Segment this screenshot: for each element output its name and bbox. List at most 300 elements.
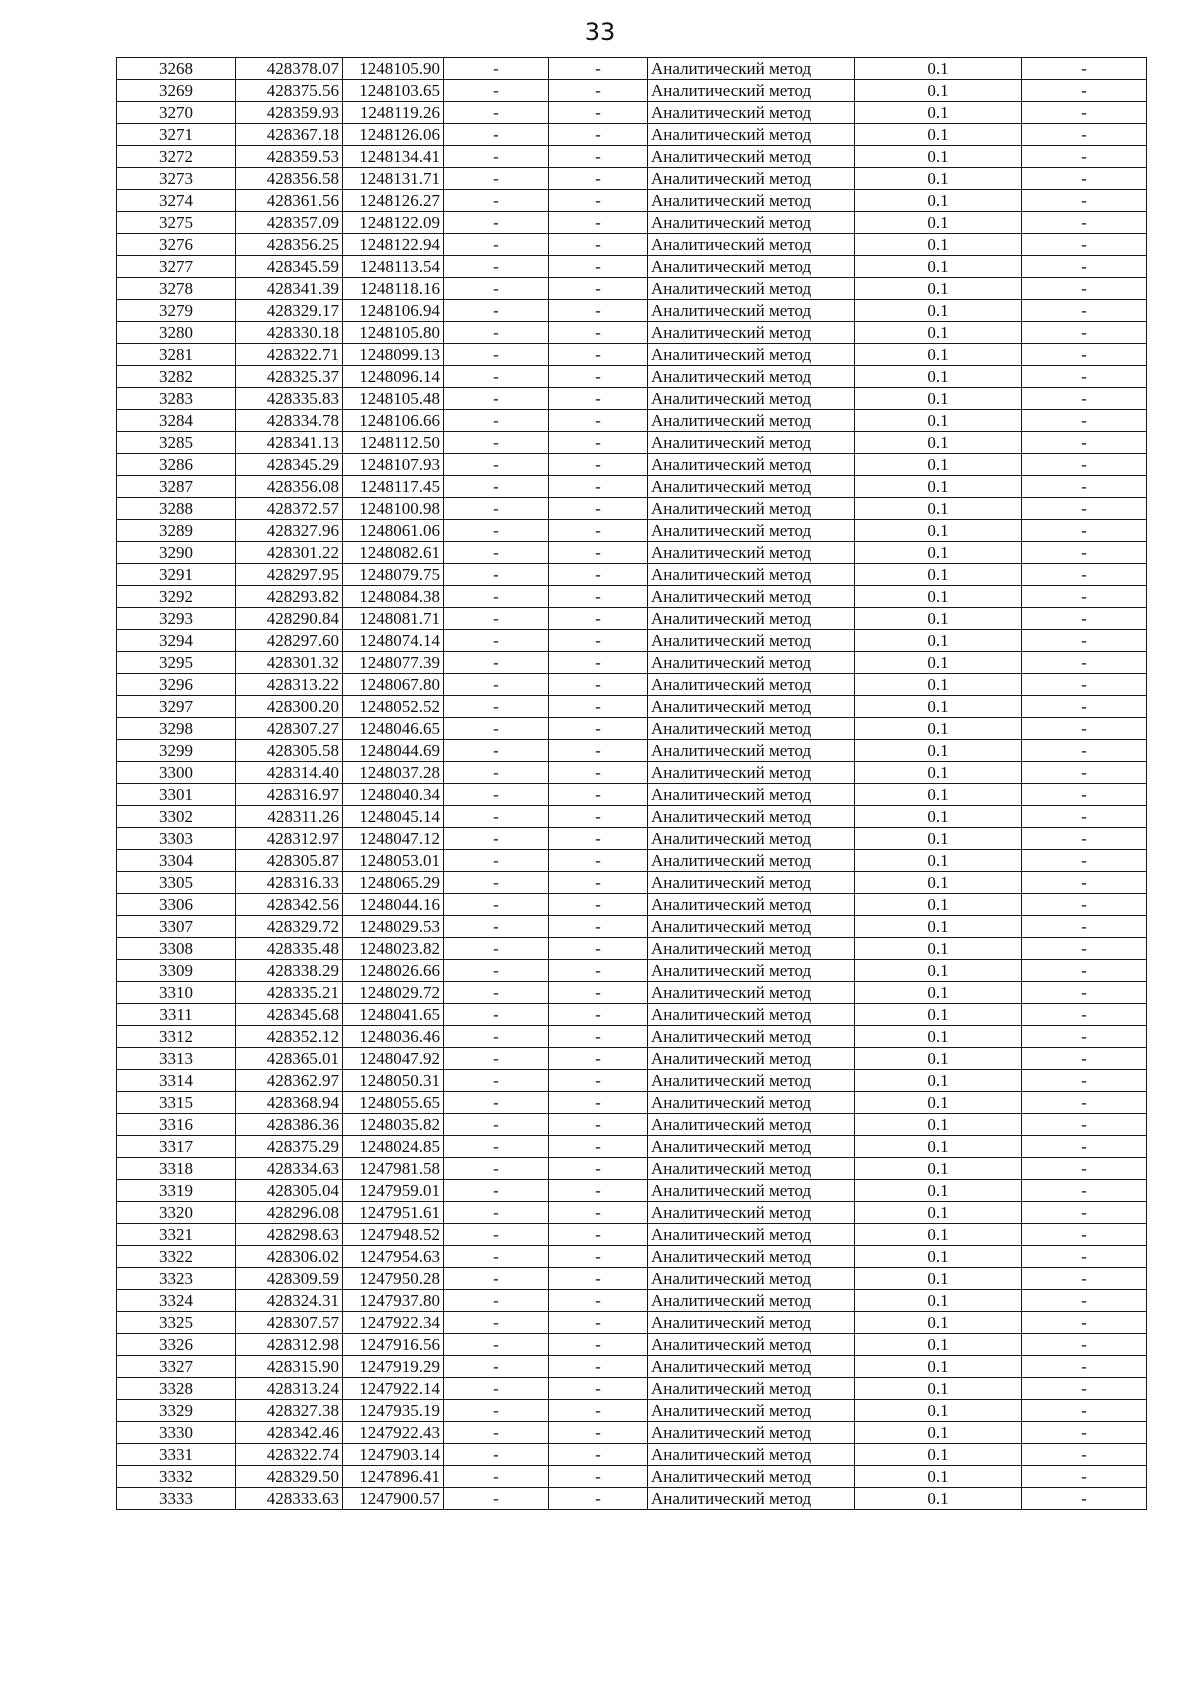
x-coordinate-cell: 428301.22 — [236, 542, 343, 564]
point-number-cell: 3276 — [117, 234, 236, 256]
dash-cell: - — [1022, 1268, 1147, 1290]
dash-cell: - — [549, 1070, 648, 1092]
y-coordinate-cell: 1248082.61 — [343, 542, 444, 564]
accuracy-cell: 0.1 — [855, 1136, 1022, 1158]
point-number-cell: 3269 — [117, 80, 236, 102]
accuracy-cell: 0.1 — [855, 1202, 1022, 1224]
x-coordinate-cell: 428334.63 — [236, 1158, 343, 1180]
y-coordinate-cell: 1247900.57 — [343, 1488, 444, 1510]
y-coordinate-cell: 1247951.61 — [343, 1202, 444, 1224]
dash-cell: - — [444, 102, 549, 124]
x-coordinate-cell: 428365.01 — [236, 1048, 343, 1070]
dash-cell: - — [549, 410, 648, 432]
y-coordinate-cell: 1248036.46 — [343, 1026, 444, 1048]
dash-cell: - — [1022, 498, 1147, 520]
dash-cell: - — [1022, 784, 1147, 806]
dash-cell: - — [444, 806, 549, 828]
dash-cell: - — [549, 1444, 648, 1466]
x-coordinate-cell: 428290.84 — [236, 608, 343, 630]
table-row — [117, 1400, 1147, 1422]
dash-cell: - — [549, 1092, 648, 1114]
table-row — [117, 454, 1147, 476]
accuracy-cell: 0.1 — [855, 696, 1022, 718]
method-cell: Аналитический метод — [648, 916, 855, 938]
accuracy-cell: 0.1 — [855, 1290, 1022, 1312]
dash-cell: - — [1022, 1026, 1147, 1048]
table-row — [117, 1136, 1147, 1158]
x-coordinate-cell: 428359.53 — [236, 146, 343, 168]
point-number-cell: 3286 — [117, 454, 236, 476]
accuracy-cell: 0.1 — [855, 1378, 1022, 1400]
dash-cell: - — [1022, 916, 1147, 938]
dash-cell: - — [1022, 674, 1147, 696]
x-coordinate-cell: 428356.25 — [236, 234, 343, 256]
method-cell: Аналитический метод — [648, 1224, 855, 1246]
y-coordinate-cell: 1248106.94 — [343, 300, 444, 322]
x-coordinate-cell: 428356.58 — [236, 168, 343, 190]
table-row — [117, 718, 1147, 740]
dash-cell: - — [549, 1356, 648, 1378]
table-row — [117, 388, 1147, 410]
x-coordinate-cell: 428325.37 — [236, 366, 343, 388]
point-number-cell: 3310 — [117, 982, 236, 1004]
point-number-cell: 3314 — [117, 1070, 236, 1092]
dash-cell: - — [444, 344, 549, 366]
dash-cell: - — [549, 1466, 648, 1488]
dash-cell: - — [1022, 630, 1147, 652]
dash-cell: - — [549, 608, 648, 630]
dash-cell: - — [444, 740, 549, 762]
dash-cell: - — [549, 1400, 648, 1422]
accuracy-cell: 0.1 — [855, 190, 1022, 212]
dash-cell: - — [1022, 520, 1147, 542]
accuracy-cell: 0.1 — [855, 564, 1022, 586]
y-coordinate-cell: 1248105.48 — [343, 388, 444, 410]
dash-cell: - — [444, 322, 549, 344]
accuracy-cell: 0.1 — [855, 1356, 1022, 1378]
x-coordinate-cell: 428352.12 — [236, 1026, 343, 1048]
dash-cell: - — [1022, 234, 1147, 256]
table-row — [117, 1070, 1147, 1092]
accuracy-cell: 0.1 — [855, 1246, 1022, 1268]
point-number-cell: 3301 — [117, 784, 236, 806]
x-coordinate-cell: 428335.83 — [236, 388, 343, 410]
method-cell: Аналитический метод — [648, 58, 855, 80]
dash-cell: - — [444, 1048, 549, 1070]
x-coordinate-cell: 428357.09 — [236, 212, 343, 234]
y-coordinate-cell: 1248047.92 — [343, 1048, 444, 1070]
table-row — [117, 278, 1147, 300]
accuracy-cell: 0.1 — [855, 938, 1022, 960]
method-cell: Аналитический метод — [648, 168, 855, 190]
method-cell: Аналитический метод — [648, 1158, 855, 1180]
point-number-cell: 3304 — [117, 850, 236, 872]
dash-cell: - — [444, 564, 549, 586]
y-coordinate-cell: 1248107.93 — [343, 454, 444, 476]
point-number-cell: 3302 — [117, 806, 236, 828]
y-coordinate-cell: 1248044.16 — [343, 894, 444, 916]
y-coordinate-cell: 1248052.52 — [343, 696, 444, 718]
coordinates-table-body — [117, 58, 1147, 1510]
y-coordinate-cell: 1248100.98 — [343, 498, 444, 520]
dash-cell: - — [1022, 652, 1147, 674]
accuracy-cell: 0.1 — [855, 1224, 1022, 1246]
table-row — [117, 80, 1147, 102]
accuracy-cell: 0.1 — [855, 586, 1022, 608]
table-row — [117, 124, 1147, 146]
dash-cell: - — [444, 410, 549, 432]
dash-cell: - — [444, 1356, 549, 1378]
x-coordinate-cell: 428330.18 — [236, 322, 343, 344]
dash-cell: - — [1022, 564, 1147, 586]
dash-cell: - — [444, 1180, 549, 1202]
point-number-cell: 3291 — [117, 564, 236, 586]
y-coordinate-cell: 1248023.82 — [343, 938, 444, 960]
dash-cell: - — [549, 124, 648, 146]
accuracy-cell: 0.1 — [855, 960, 1022, 982]
method-cell: Аналитический метод — [648, 718, 855, 740]
accuracy-cell: 0.1 — [855, 850, 1022, 872]
dash-cell: - — [1022, 762, 1147, 784]
method-cell: Аналитический метод — [648, 630, 855, 652]
dash-cell: - — [1022, 102, 1147, 124]
x-coordinate-cell: 428322.74 — [236, 1444, 343, 1466]
x-coordinate-cell: 428293.82 — [236, 586, 343, 608]
dash-cell: - — [1022, 1092, 1147, 1114]
point-number-cell: 3325 — [117, 1312, 236, 1334]
method-cell: Аналитический метод — [648, 652, 855, 674]
page-number: 33 — [584, 18, 616, 46]
dash-cell: - — [444, 1422, 549, 1444]
accuracy-cell: 0.1 — [855, 894, 1022, 916]
y-coordinate-cell: 1248050.31 — [343, 1070, 444, 1092]
dash-cell: - — [549, 278, 648, 300]
method-cell: Аналитический метод — [648, 982, 855, 1004]
table-row — [117, 630, 1147, 652]
y-coordinate-cell: 1248112.50 — [343, 432, 444, 454]
point-number-cell: 3303 — [117, 828, 236, 850]
y-coordinate-cell: 1248118.16 — [343, 278, 444, 300]
point-number-cell: 3329 — [117, 1400, 236, 1422]
y-coordinate-cell: 1248117.45 — [343, 476, 444, 498]
dash-cell: - — [444, 1444, 549, 1466]
dash-cell: - — [444, 234, 549, 256]
method-cell: Аналитический метод — [648, 256, 855, 278]
y-coordinate-cell: 1248040.34 — [343, 784, 444, 806]
method-cell: Аналитический метод — [648, 762, 855, 784]
method-cell: Аналитический метод — [648, 432, 855, 454]
y-coordinate-cell: 1248077.39 — [343, 652, 444, 674]
dash-cell: - — [549, 1268, 648, 1290]
dash-cell: - — [444, 828, 549, 850]
dash-cell: - — [1022, 1466, 1147, 1488]
point-number-cell: 3294 — [117, 630, 236, 652]
dash-cell: - — [1022, 850, 1147, 872]
dash-cell: - — [444, 256, 549, 278]
y-coordinate-cell: 1248053.01 — [343, 850, 444, 872]
method-cell: Аналитический метод — [648, 872, 855, 894]
point-number-cell: 3318 — [117, 1158, 236, 1180]
point-number-cell: 3326 — [117, 1334, 236, 1356]
method-cell: Аналитический метод — [648, 1356, 855, 1378]
accuracy-cell: 0.1 — [855, 1048, 1022, 1070]
method-cell: Аналитический метод — [648, 850, 855, 872]
y-coordinate-cell: 1248084.38 — [343, 586, 444, 608]
accuracy-cell: 0.1 — [855, 1268, 1022, 1290]
table-row — [117, 564, 1147, 586]
dash-cell: - — [549, 1488, 648, 1510]
table-row — [117, 1312, 1147, 1334]
y-coordinate-cell: 1248044.69 — [343, 740, 444, 762]
table-row — [117, 1356, 1147, 1378]
point-number-cell: 3278 — [117, 278, 236, 300]
x-coordinate-cell: 428311.26 — [236, 806, 343, 828]
table-row — [117, 58, 1147, 80]
point-number-cell: 3297 — [117, 696, 236, 718]
dash-cell: - — [549, 146, 648, 168]
table-row — [117, 828, 1147, 850]
table-row — [117, 344, 1147, 366]
dash-cell: - — [1022, 1224, 1147, 1246]
table-row — [117, 1202, 1147, 1224]
table-row — [117, 872, 1147, 894]
x-coordinate-cell: 428316.33 — [236, 872, 343, 894]
y-coordinate-cell: 1247919.29 — [343, 1356, 444, 1378]
accuracy-cell: 0.1 — [855, 212, 1022, 234]
table-row — [117, 586, 1147, 608]
dash-cell: - — [549, 872, 648, 894]
dash-cell: - — [1022, 300, 1147, 322]
x-coordinate-cell: 428324.31 — [236, 1290, 343, 1312]
dash-cell: - — [444, 1004, 549, 1026]
dash-cell: - — [549, 850, 648, 872]
table-row — [117, 432, 1147, 454]
point-number-cell: 3274 — [117, 190, 236, 212]
dash-cell: - — [549, 916, 648, 938]
method-cell: Аналитический метод — [648, 1004, 855, 1026]
dash-cell: - — [549, 366, 648, 388]
dash-cell: - — [444, 1334, 549, 1356]
method-cell: Аналитический метод — [648, 564, 855, 586]
x-coordinate-cell: 428367.18 — [236, 124, 343, 146]
dash-cell: - — [549, 388, 648, 410]
dash-cell: - — [1022, 344, 1147, 366]
x-coordinate-cell: 428305.04 — [236, 1180, 343, 1202]
x-coordinate-cell: 428313.22 — [236, 674, 343, 696]
table-row — [117, 410, 1147, 432]
dash-cell: - — [444, 1312, 549, 1334]
point-number-cell: 3287 — [117, 476, 236, 498]
x-coordinate-cell: 428327.38 — [236, 1400, 343, 1422]
accuracy-cell: 0.1 — [855, 520, 1022, 542]
accuracy-cell: 0.1 — [855, 1466, 1022, 1488]
table-row — [117, 234, 1147, 256]
method-cell: Аналитический метод — [648, 740, 855, 762]
accuracy-cell: 0.1 — [855, 806, 1022, 828]
point-number-cell: 3308 — [117, 938, 236, 960]
x-coordinate-cell: 428305.58 — [236, 740, 343, 762]
dash-cell: - — [1022, 124, 1147, 146]
table-row — [117, 476, 1147, 498]
y-coordinate-cell: 1248024.85 — [343, 1136, 444, 1158]
dash-cell: - — [549, 1202, 648, 1224]
table-row — [117, 960, 1147, 982]
x-coordinate-cell: 428315.90 — [236, 1356, 343, 1378]
method-cell: Аналитический метод — [648, 410, 855, 432]
table-row — [117, 806, 1147, 828]
dash-cell: - — [444, 1224, 549, 1246]
dash-cell: - — [1022, 1202, 1147, 1224]
dash-cell: - — [444, 498, 549, 520]
accuracy-cell: 0.1 — [855, 1334, 1022, 1356]
x-coordinate-cell: 428329.17 — [236, 300, 343, 322]
table-row — [117, 1092, 1147, 1114]
dash-cell: - — [444, 608, 549, 630]
accuracy-cell: 0.1 — [855, 1488, 1022, 1510]
point-number-cell: 3317 — [117, 1136, 236, 1158]
table-row — [117, 1026, 1147, 1048]
dash-cell: - — [1022, 410, 1147, 432]
method-cell: Аналитический метод — [648, 1202, 855, 1224]
accuracy-cell: 0.1 — [855, 674, 1022, 696]
dash-cell: - — [444, 1202, 549, 1224]
y-coordinate-cell: 1248103.65 — [343, 80, 444, 102]
dash-cell: - — [444, 762, 549, 784]
point-number-cell: 3280 — [117, 322, 236, 344]
table-row — [117, 520, 1147, 542]
dash-cell: - — [549, 938, 648, 960]
x-coordinate-cell: 428338.29 — [236, 960, 343, 982]
x-coordinate-cell: 428368.94 — [236, 1092, 343, 1114]
dash-cell: - — [444, 1466, 549, 1488]
point-number-cell: 3273 — [117, 168, 236, 190]
y-coordinate-cell: 1247937.80 — [343, 1290, 444, 1312]
method-cell: Аналитический метод — [648, 454, 855, 476]
method-cell: Аналитический метод — [648, 146, 855, 168]
dash-cell: - — [1022, 454, 1147, 476]
point-number-cell: 3300 — [117, 762, 236, 784]
point-number-cell: 3298 — [117, 718, 236, 740]
dash-cell: - — [1022, 366, 1147, 388]
dash-cell: - — [1022, 322, 1147, 344]
dash-cell: - — [444, 894, 549, 916]
accuracy-cell: 0.1 — [855, 300, 1022, 322]
dash-cell: - — [1022, 1422, 1147, 1444]
y-coordinate-cell: 1247916.56 — [343, 1334, 444, 1356]
dash-cell: - — [444, 520, 549, 542]
dash-cell: - — [549, 1114, 648, 1136]
dash-cell: - — [549, 1290, 648, 1312]
dash-cell: - — [549, 168, 648, 190]
accuracy-cell: 0.1 — [855, 234, 1022, 256]
accuracy-cell: 0.1 — [855, 322, 1022, 344]
point-number-cell: 3324 — [117, 1290, 236, 1312]
dash-cell: - — [1022, 872, 1147, 894]
y-coordinate-cell: 1248061.06 — [343, 520, 444, 542]
dash-cell: - — [549, 1312, 648, 1334]
dash-cell: - — [549, 1048, 648, 1070]
dash-cell: - — [444, 278, 549, 300]
dash-cell: - — [444, 1378, 549, 1400]
method-cell: Аналитический метод — [648, 806, 855, 828]
dash-cell: - — [444, 938, 549, 960]
y-coordinate-cell: 1248055.65 — [343, 1092, 444, 1114]
method-cell: Аналитический метод — [648, 828, 855, 850]
accuracy-cell: 0.1 — [855, 476, 1022, 498]
y-coordinate-cell: 1248113.54 — [343, 256, 444, 278]
x-coordinate-cell: 428333.63 — [236, 1488, 343, 1510]
dash-cell: - — [444, 586, 549, 608]
y-coordinate-cell: 1248041.65 — [343, 1004, 444, 1026]
table-row — [117, 498, 1147, 520]
accuracy-cell: 0.1 — [855, 256, 1022, 278]
y-coordinate-cell: 1247922.14 — [343, 1378, 444, 1400]
dash-cell: - — [1022, 1114, 1147, 1136]
method-cell: Аналитический метод — [648, 300, 855, 322]
dash-cell: - — [549, 1180, 648, 1202]
dash-cell: - — [444, 1488, 549, 1510]
table-row — [117, 652, 1147, 674]
dash-cell: - — [444, 674, 549, 696]
x-coordinate-cell: 428309.59 — [236, 1268, 343, 1290]
point-number-cell: 3311 — [117, 1004, 236, 1026]
x-coordinate-cell: 428316.97 — [236, 784, 343, 806]
dash-cell: - — [1022, 1290, 1147, 1312]
dash-cell: - — [1022, 278, 1147, 300]
x-coordinate-cell: 428362.97 — [236, 1070, 343, 1092]
table-row — [117, 146, 1147, 168]
dash-cell: - — [444, 630, 549, 652]
dash-cell: - — [444, 476, 549, 498]
dash-cell: - — [444, 960, 549, 982]
method-cell: Аналитический метод — [648, 278, 855, 300]
method-cell: Аналитический метод — [648, 1268, 855, 1290]
dash-cell: - — [549, 234, 648, 256]
accuracy-cell: 0.1 — [855, 828, 1022, 850]
dash-cell: - — [1022, 1070, 1147, 1092]
table-row — [117, 1466, 1147, 1488]
dash-cell: - — [549, 432, 648, 454]
dash-cell: - — [444, 872, 549, 894]
method-cell: Аналитический метод — [648, 1092, 855, 1114]
table-row — [117, 608, 1147, 630]
method-cell: Аналитический метод — [648, 1312, 855, 1334]
table-row — [117, 366, 1147, 388]
method-cell: Аналитический метод — [648, 938, 855, 960]
dash-cell: - — [1022, 212, 1147, 234]
accuracy-cell: 0.1 — [855, 1422, 1022, 1444]
dash-cell: - — [444, 542, 549, 564]
dash-cell: - — [549, 476, 648, 498]
x-coordinate-cell: 428305.87 — [236, 850, 343, 872]
x-coordinate-cell: 428300.20 — [236, 696, 343, 718]
dash-cell: - — [444, 1158, 549, 1180]
method-cell: Аналитический метод — [648, 1422, 855, 1444]
table-row — [117, 1246, 1147, 1268]
table-row — [117, 168, 1147, 190]
dash-cell: - — [1022, 740, 1147, 762]
dash-cell: - — [1022, 80, 1147, 102]
table-row — [117, 916, 1147, 938]
y-coordinate-cell: 1248105.80 — [343, 322, 444, 344]
y-coordinate-cell: 1248099.13 — [343, 344, 444, 366]
point-number-cell: 3322 — [117, 1246, 236, 1268]
dash-cell: - — [549, 1004, 648, 1026]
method-cell: Аналитический метод — [648, 388, 855, 410]
dash-cell: - — [444, 146, 549, 168]
method-cell: Аналитический метод — [648, 1378, 855, 1400]
dash-cell: - — [1022, 1004, 1147, 1026]
